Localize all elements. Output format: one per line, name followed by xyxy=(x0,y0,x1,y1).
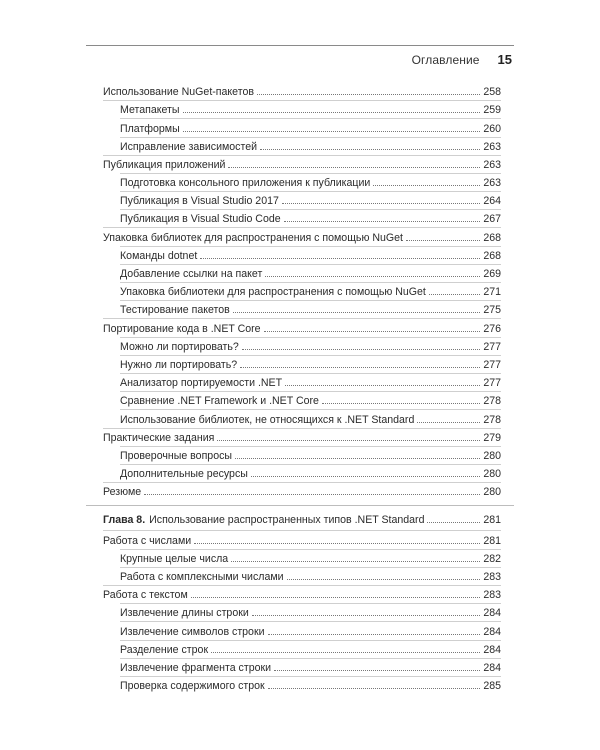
toc-entry[interactable] xyxy=(103,322,501,336)
toc-entry-page: 277 xyxy=(483,341,501,353)
toc-entry-page: 276 xyxy=(483,323,501,335)
toc-entry-label: Разделение строк xyxy=(120,644,209,656)
leader-dots xyxy=(257,94,480,95)
entry-divider xyxy=(120,282,501,283)
toc-entry-label: Подготовка консольного приложения к публикации xyxy=(120,177,371,189)
toc-entry-label: Работа с текстом xyxy=(103,589,188,601)
toc-entry-label: Проверка содержимого строк xyxy=(120,680,265,692)
leader-dots xyxy=(264,331,481,332)
toc-entry[interactable] xyxy=(120,552,501,566)
entry-divider xyxy=(120,676,501,677)
toc-entry[interactable] xyxy=(120,267,501,281)
leader-dots xyxy=(144,494,480,495)
toc-entry-label: Извлечение символов строки xyxy=(120,626,265,638)
entry-divider xyxy=(103,428,501,429)
entry-divider xyxy=(120,446,501,447)
entry-divider xyxy=(120,621,501,622)
toc-entry-page: 284 xyxy=(483,644,501,656)
leader-dots xyxy=(242,349,481,350)
toc-entry[interactable] xyxy=(120,449,501,463)
leader-dots xyxy=(235,458,480,459)
entry-divider xyxy=(120,567,501,568)
leader-dots xyxy=(285,385,480,386)
toc-entry[interactable] xyxy=(120,413,501,427)
chapter-divider xyxy=(86,505,514,506)
toc-entry[interactable] xyxy=(120,140,501,154)
toc-entry-page: 282 xyxy=(483,553,501,565)
entry-divider xyxy=(103,155,501,156)
leader-dots xyxy=(282,203,480,204)
entry-divider xyxy=(120,209,501,210)
toc-entry-label: Можно ли портировать? xyxy=(120,341,239,353)
toc-entry-label: Извлечение длины строки xyxy=(120,607,249,619)
leader-dots xyxy=(233,312,481,313)
toc-entry-page: 263 xyxy=(483,141,501,153)
toc-entry-page: 283 xyxy=(483,571,501,583)
toc-entry-label: Извлечение фрагмента строки xyxy=(120,662,272,674)
toc-entry-page: 285 xyxy=(483,680,501,692)
leader-dots xyxy=(274,670,480,671)
toc-entry[interactable] xyxy=(120,103,501,117)
entry-divider xyxy=(120,337,501,338)
leader-dots xyxy=(183,112,481,113)
toc-entry-page: 278 xyxy=(483,414,501,426)
toc-entry-label: Публикация в Visual Studio 2017 xyxy=(120,195,279,207)
toc-entry-page: 280 xyxy=(483,450,501,462)
leader-dots xyxy=(429,294,480,295)
leader-dots xyxy=(194,543,480,544)
entry-divider xyxy=(103,530,501,531)
toc-entry-label: Исправление зависимостей xyxy=(120,141,258,153)
toc-entry-label: Тестирование пакетов xyxy=(120,304,230,316)
entry-divider xyxy=(103,482,501,483)
toc-entry[interactable] xyxy=(120,285,501,299)
toc-entry-page: 280 xyxy=(483,486,501,498)
toc-entry-page: 281 xyxy=(483,514,501,526)
leader-dots xyxy=(417,422,480,423)
leader-dots xyxy=(373,185,480,186)
running-head-title: Оглавление xyxy=(411,53,480,67)
toc-entry[interactable] xyxy=(120,122,501,136)
toc-entry[interactable] xyxy=(120,249,501,263)
entry-divider xyxy=(120,118,501,119)
toc-entry-label: Использование NuGet-пакетов xyxy=(103,86,254,98)
toc-entry-page: 259 xyxy=(483,104,501,116)
entry-divider xyxy=(120,373,501,374)
toc-entry-page: 263 xyxy=(483,177,501,189)
header-rule xyxy=(86,45,514,46)
toc-chapter-entry[interactable] xyxy=(103,513,501,527)
toc-entry-page: 275 xyxy=(483,304,501,316)
entry-divider xyxy=(120,603,501,604)
leader-dots xyxy=(231,561,480,562)
leader-dots xyxy=(240,367,480,368)
toc-entry-label: Работа с числами xyxy=(103,535,192,547)
toc-entry-label: Упаковка библиотек для распространения с помощью NuGet xyxy=(103,232,403,244)
toc-entry[interactable] xyxy=(120,625,501,639)
leader-dots xyxy=(287,579,481,580)
leader-dots xyxy=(268,634,481,635)
toc-entry-page: 277 xyxy=(483,359,501,371)
leader-dots xyxy=(406,240,480,241)
entry-divider xyxy=(120,355,501,356)
toc-entry-page: 263 xyxy=(483,159,501,171)
toc-entry[interactable] xyxy=(120,212,501,226)
toc-entry-label: Практические задания xyxy=(103,432,215,444)
chapter-number: Глава 8. xyxy=(103,514,146,526)
toc-entry-label: Добавление ссылки на пакет xyxy=(120,268,263,280)
entry-divider xyxy=(120,640,501,641)
toc-entry[interactable] xyxy=(120,303,501,317)
toc-entry-page: 277 xyxy=(483,377,501,389)
toc-entry-page: 280 xyxy=(483,468,501,480)
toc-entry-label: Упаковка библиотеки для распространения с помощью NuGet xyxy=(120,286,426,298)
toc-entry[interactable] xyxy=(120,358,501,372)
toc-entry[interactable] xyxy=(103,158,501,172)
toc-entry-page: 260 xyxy=(483,123,501,135)
toc-entry-label: Использование библиотек, не относящихся к .NET Standard xyxy=(120,414,415,426)
leader-dots xyxy=(183,131,481,132)
running-head xyxy=(412,52,512,67)
toc-entry[interactable] xyxy=(103,588,501,602)
toc-entry[interactable] xyxy=(120,376,501,390)
toc-entry-page: 284 xyxy=(483,626,501,638)
toc-entry-label: Портирование кода в .NET Core xyxy=(103,323,261,335)
toc-entry-label: Крупные целые числа xyxy=(120,553,229,565)
toc-entry-label: Резюме xyxy=(103,486,142,498)
toc-entry[interactable] xyxy=(120,176,501,190)
entry-divider xyxy=(103,227,501,228)
entry-divider xyxy=(103,100,501,101)
entry-divider xyxy=(120,549,501,550)
leader-dots xyxy=(252,615,481,616)
leader-dots xyxy=(260,149,480,150)
entry-divider xyxy=(120,409,501,410)
toc-entry-page: 281 xyxy=(483,535,501,547)
toc-entry[interactable] xyxy=(120,467,501,481)
leader-dots xyxy=(251,476,480,477)
entry-divider xyxy=(120,391,501,392)
chapter-title: Использование распространенных типов .NET Standard xyxy=(149,514,425,526)
entry-divider xyxy=(120,300,501,301)
toc-entry-page: 283 xyxy=(483,589,501,601)
leader-dots xyxy=(191,597,481,598)
toc-entry-label: Дополнительные ресурсы xyxy=(120,468,248,480)
toc-entry-label: Работа с комплексными числами xyxy=(120,571,284,583)
toc-entry-label: Анализатор портируемости .NET xyxy=(120,377,283,389)
entry-divider xyxy=(120,658,501,659)
entry-divider xyxy=(103,585,501,586)
toc-entry-label: Публикация приложений xyxy=(103,159,226,171)
entry-divider xyxy=(120,264,501,265)
toc-entry-page: 267 xyxy=(483,213,501,225)
toc-entry-page: 278 xyxy=(483,395,501,407)
leader-dots xyxy=(265,276,480,277)
toc-entry[interactable] xyxy=(120,340,501,354)
entry-divider xyxy=(120,173,501,174)
entry-divider xyxy=(103,318,501,319)
toc-entry-label: Платформы xyxy=(120,123,180,135)
toc-entry-label: Нужно ли портировать? xyxy=(120,359,238,371)
leader-dots xyxy=(268,688,481,689)
toc-entry-page: 284 xyxy=(483,662,501,674)
toc-entry[interactable] xyxy=(120,606,501,620)
toc-entry[interactable] xyxy=(120,643,501,657)
leader-dots xyxy=(427,522,480,523)
toc-entry[interactable] xyxy=(103,431,501,445)
toc-entry[interactable] xyxy=(103,231,501,245)
leader-dots xyxy=(211,652,480,653)
toc-entry-page: 264 xyxy=(483,195,501,207)
leader-dots xyxy=(200,258,480,259)
entry-divider xyxy=(120,246,501,247)
toc-entry-page: 269 xyxy=(483,268,501,280)
toc-entry-page: 258 xyxy=(483,86,501,98)
toc-entry[interactable] xyxy=(120,570,501,584)
toc-entry-page: 271 xyxy=(483,286,501,298)
toc-entry-page: 279 xyxy=(483,432,501,444)
toc-entry[interactable] xyxy=(120,679,501,693)
toc-entry-page: 284 xyxy=(483,607,501,619)
toc-entry-page: 268 xyxy=(483,250,501,262)
leader-dots xyxy=(284,221,481,222)
toc-entry-label: Сравнение .NET Framework и .NET Core xyxy=(120,395,319,407)
entry-divider xyxy=(120,464,501,465)
leader-dots xyxy=(322,403,480,404)
toc-entry[interactable] xyxy=(103,534,501,548)
toc-entry[interactable] xyxy=(120,394,501,408)
toc-entry-label: Команды dotnet xyxy=(120,250,198,262)
page-number: 15 xyxy=(497,52,512,67)
toc-entry[interactable] xyxy=(103,85,501,99)
entry-divider xyxy=(120,137,501,138)
toc-entry[interactable] xyxy=(120,661,501,675)
toc-entry[interactable] xyxy=(103,485,501,499)
toc-entry[interactable] xyxy=(120,194,501,208)
leader-dots xyxy=(217,440,480,441)
toc-entry-label: Проверочные вопросы xyxy=(120,450,232,462)
leader-dots xyxy=(228,167,480,168)
toc-entry-page: 268 xyxy=(483,232,501,244)
toc-entry-label: Метапакеты xyxy=(120,104,180,116)
entry-divider xyxy=(120,191,501,192)
toc-entry-label: Публикация в Visual Studio Code xyxy=(120,213,281,225)
